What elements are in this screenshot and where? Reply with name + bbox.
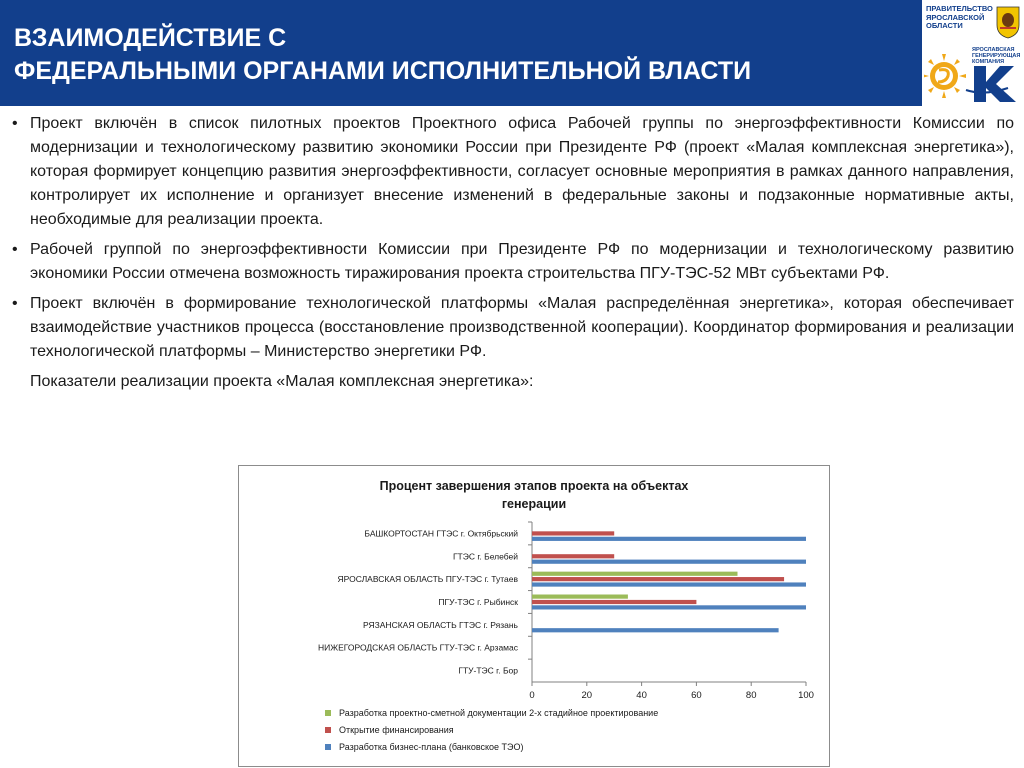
bullet-item [12, 292, 1014, 364]
category-label: ГТУ-ТЭС г. Бор [458, 665, 518, 676]
government-logo [926, 5, 1022, 41]
x-tick-label: 100 [798, 690, 814, 701]
progress-chart [238, 465, 830, 767]
legend-label: Разработка проектно-сметной документации 2-х стадийное проектирование [339, 708, 659, 718]
logos-panel [922, 0, 1024, 106]
bar [532, 605, 806, 609]
legend-swatch [325, 744, 331, 750]
bar [532, 582, 806, 586]
bar [532, 595, 628, 599]
government-logo-text: ПРАВИТЕЛЬСТВО ЯРОСЛАВСКОЙ ОБЛАСТИ [926, 4, 993, 30]
chart-title-line-1: Процент завершения этапов проекта на объектах [379, 479, 689, 493]
page-title-line-1: ВЗАИМОДЕЙСТВИЕ С [14, 24, 287, 52]
company-logo [924, 44, 1022, 104]
legend-swatch [325, 727, 331, 733]
category-label: БАШКОРТОСТАН ГТЭС г. Октябрьский [364, 528, 518, 539]
legend-label: Открытие финансирования [339, 725, 454, 735]
category-label: НИЖЕГОРОДСКАЯ ОБЛАСТЬ ГТУ-ТЭС г. Арзамас [317, 642, 518, 653]
category-label: РЯЗАНСКАЯ ОБЛАСТЬ ГТЭС г. Рязань [363, 619, 518, 630]
bar [532, 577, 784, 581]
bar [532, 537, 806, 541]
x-tick-label: 80 [745, 690, 757, 701]
bar [532, 560, 806, 564]
indicators-title: Показатели реализации проекта «Малая комплексная энергетика»: [30, 373, 534, 390]
bullet-text: Рабочей группой по энергоэффективности Комиссии при Президенте РФ по модернизации и технологическому развитию экономики России отмечена возможность тиражирования проекта строительства ПГУ-ТЭС-52 МВт субъектами РФ. [30, 241, 1014, 282]
bullet-marker: • [12, 295, 18, 312]
x-tick-label: 60 [691, 690, 702, 701]
header-banner [0, 0, 1024, 106]
legend-label: Разработка бизнес-плана (банковское ТЭО) [339, 742, 524, 752]
category-label: ЯРОСЛАВСКАЯ ОБЛАСТЬ ПГУ-ТЭС г. Тутаев [337, 574, 518, 585]
page-title [14, 22, 914, 88]
category-label: ПГУ-ТЭС г. Рыбинск [438, 597, 518, 607]
main-content [12, 112, 1014, 394]
bullet-text: Проект включён в список пилотных проектов Проектного офиса Рабочей группы по энергоэффективности Комиссии по модернизации и технологическому развитию экономики России при Президенте РФ (проект «Малая комплексная энергетика»), которая формирует концепцию развития энергоэффективности, согласует основные мероприятия в рамках данного направления, контролирует их исполнение и организует внесение изменений в федеральные законы и подзаконные нормативные акты, необходимые для реализации проекта. [30, 115, 1014, 228]
bar [532, 572, 738, 576]
company-logo-text: ЯРОСЛАВСКАЯ ГЕНЕРИРУЮЩАЯ КОМПАНИЯ [972, 47, 1021, 65]
progress-chart-svg [239, 466, 829, 766]
bullet-item [12, 112, 1014, 232]
chart-title-line-2: генерации [501, 497, 567, 511]
x-tick-label: 40 [636, 690, 647, 701]
bullet-item [12, 238, 1014, 286]
category-label: ГТЭС г. Белебей [452, 551, 518, 562]
page-title-line-2: ФЕДЕРАЛЬНЫМИ ОРГАНАМИ ИСПОЛНИТЕЛЬНОЙ ВЛАСТИ [14, 57, 752, 85]
coat-of-arms-icon [996, 5, 1020, 39]
bullet-text: Проект включён в формирование технологической платформы «Малая распределённая энергетика», которая обеспечивает взаимодействие участников процесса (восстановление производственной кооперации). Координатор формирования и реализации технологической платформы – Министерство энергетики РФ. [30, 295, 1014, 360]
x-tick-label: 0 [529, 690, 535, 701]
bar [532, 600, 696, 604]
legend-swatch [325, 710, 331, 716]
x-tick-label: 20 [581, 690, 593, 701]
bullet-marker: • [12, 115, 18, 132]
bar [532, 531, 614, 535]
bar [532, 554, 614, 558]
bullet-marker: • [12, 241, 18, 258]
bar [532, 628, 779, 632]
